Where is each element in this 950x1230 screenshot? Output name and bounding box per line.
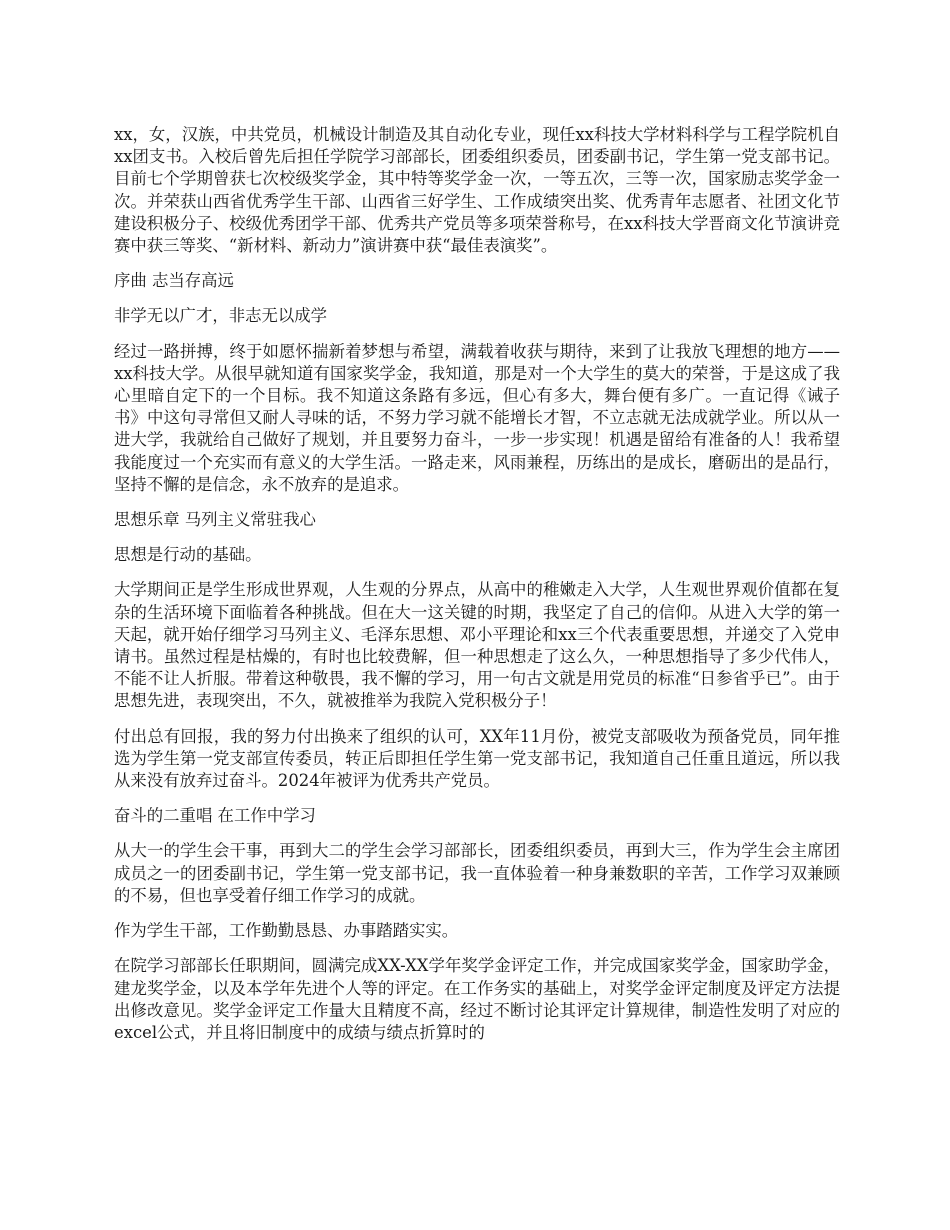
section-heading-work: 奋斗的二重唱 在工作中学习 [114,806,316,826]
cadre-motto-line: 作为学生干部，工作勤勤恳恳、办事踏踏实实。 [114,921,459,941]
section-heading-prelude: 序曲 志当存高远 [114,271,234,291]
study-dept-paragraph: 在院学习部部长任职期间，圆满完成XX-XX学年奖学金评定工作，并完成国家奖学金，国家助学金，建龙奖学金，以及本学年先进个人等的评定。在工作务实的基础上，对奖学金评定制度及评定方法提出修改意见。奖学金评定工作量大且精度不高，经过不断讨论其评定计算规律，制造性发明了对应的excel公式，并且将旧制度中的成绩与绩点折算时的 [114,956,840,1042]
party-paragraph: 付出总有回报，我的努力付出换来了组织的认可，XX年11月份，被党支部吸收为预备党员，同年推选为学生第一党支部宣传委员，转正后即担任学生第一党支部书记，我知道自己任重且道远，所以我从来没有放弃过奋斗。2024年被评为优秀共产党员。 [114,726,840,791]
document-body [114,124,840,1057]
bio-paragraph: xx，女，汉族，中共党员，机械设计制造及其自动化专业，现任xx科技大学材料科学与工程学院机自xx团支书。入校后曾先后担任学院学习部部长，团委组织委员，团委副书记，学生第一党支部书记。目前七个学期曾获七次校级奖学金，其中特等奖学金一次，一等五次，三等一次，国家励志奖学金一次。并荣获山西省优秀学生干部、山西省三好学生、工作成绩突出奖、优秀青年志愿者、社团文化节建设积极分子、校级优秀团学干部、优秀共产党员等多项荣誉称号，在xx科技大学晋商文化节演讲竞赛中获三等奖、“新材料、新动力”演讲赛中获“最佳表演奖”。 [114,125,840,256]
motto-line: 非学无以广才，非志无以成学 [114,306,328,326]
work-paragraph: 从大一的学生会干事，再到大二的学生会学习部部长，团委组织委员，再到大三，作为学生会主席团成员之一的团委副书记，学生第一党支部书记，我一直体验着一种身兼数职的辛苦，工作学习双兼顾的不易，但也享受着仔细工作学习的成就。 [114,841,840,905]
section-heading-thought: 思想乐章 马列主义常驻我心 [114,510,316,530]
prelude-paragraph: 经过一路拼搏，终于如愿怀揣新着梦想与希望，满载着收获与期待，来到了让我放飞理想的地方——xx科技大学。从很早就知道有国家奖学金，我知道，那是对一个大学生的莫大的荣誉，于是这成了我心里暗自定下的一个目标。我不知道这条路有多远，但心有多大，舞台便有多广。一直记得《诫子书》中这句寻常但又耐人寻味的话，不努力学习就不能增长才智，不立志就无法成就学业。所以从一进大学，我就给自己做好了规划，并且要努力奋斗，一步一步实现！机遇是留给有准备的人！我希望我能度过一个充实而有意义的大学生活。一路走来，风雨兼程，历练出的是成长，磨砺出的是品行，坚持不懈的是信念，永不放弃的是追求。 [114,341,840,494]
thought-motto-line: 思想是行动的基础。 [114,545,262,565]
thought-paragraph: 大学期间正是学生形成世界观，人生观的分界点，从高中的稚嫩走入大学，人生观世界观价值都在复杂的生活环境下面临着各种挑战。但在大一这关键的时期，我坚定了自己的信仰。从进入大学的第一天起，就开始仔细学习马列主义、毛泽东思想、邓小平理论和xx三个代表重要思想，并递交了入党申请书。虽然过程是枯燥的，有时也比较费解，但一种思想走了这么久，一种思想指导了多少代伟人，不能不让人折服。带着这种敬畏，我不懈的学习，用一句古文就是用党员的标准“日参省乎已”。由于思想先进，表现突出，不久，就被推举为我院入党积极分子！ [114,580,840,711]
